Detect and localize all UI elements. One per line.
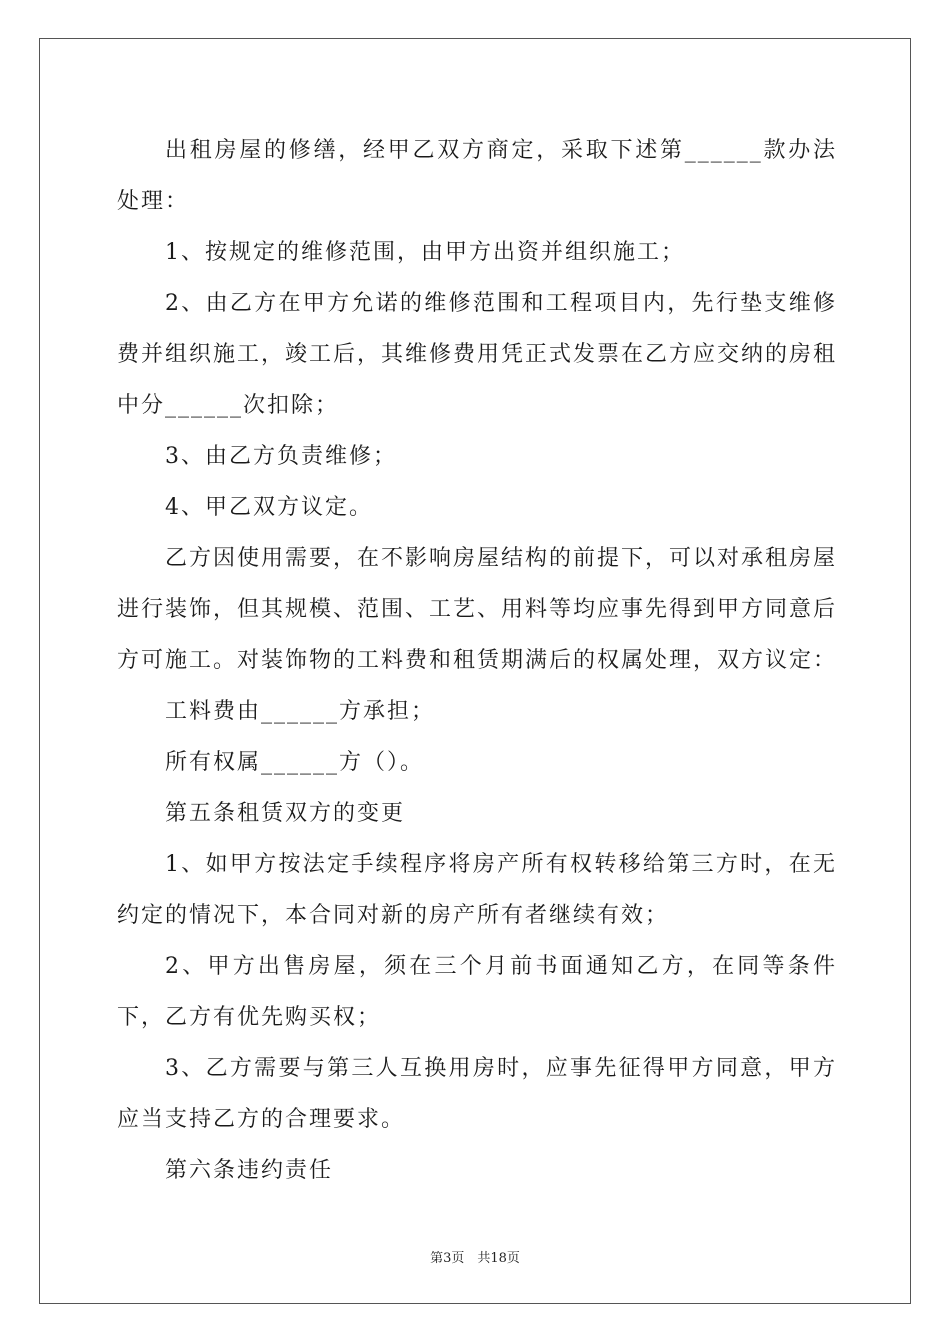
- paragraph-article5-item-2: 2、甲方出售房屋，须在三个月前书面通知乙方，在同等条件下，乙方有优先购买权；: [117, 954, 837, 1030]
- section-heading-article-5: 第五条租赁双方的变更: [165, 801, 406, 826]
- paragraph-ownership: 所有权属______方（）。: [165, 750, 425, 775]
- paragraph-article5-item-3: 3、乙方需要与第三人互换用房时，应事先征得甲方同意，甲方应当支持乙方的合理要求。: [117, 1056, 837, 1132]
- paragraph-item-3: 3、由乙方负责维修；: [165, 444, 397, 469]
- paragraph-item-2: 2、由乙方在甲方允诺的维修范围和工程项目内，先行垫支维修费并组织施工，竣工后，其维修费用凭正式发票在乙方应交纳的房租中分______次扣除；: [117, 291, 838, 418]
- document-body: [117, 125, 837, 1196]
- paragraph-item-4: 4、甲乙双方议定。: [165, 495, 373, 520]
- paragraph-repair-method: 出租房屋的修缮，经甲乙双方商定，采取下述第______款办法处理：: [117, 138, 837, 214]
- page-footer: 第3页 共18页: [430, 1251, 520, 1266]
- paragraph-material-cost: 工料费由______方承担；: [165, 699, 436, 724]
- paragraph-item-1: 1、按规定的维修范围，由甲方出资并组织施工；: [165, 240, 685, 265]
- paragraph-article5-item-1: 1、如甲方按法定手续程序将房产所有权转移给第三方时，在无约定的情况下，本合同对新的房产所有者继续有效；: [117, 852, 837, 928]
- paragraph-decoration: 乙方因使用需要，在不影响房屋结构的前提下，可以对承租房屋进行装饰，但其规模、范围、工艺、用料等均应事先得到甲方同意后方可施工。对装饰物的工料费和租赁期满后的权属处理，双方议定：: [117, 546, 838, 673]
- section-heading-article-6: 第六条违约责任: [165, 1158, 334, 1183]
